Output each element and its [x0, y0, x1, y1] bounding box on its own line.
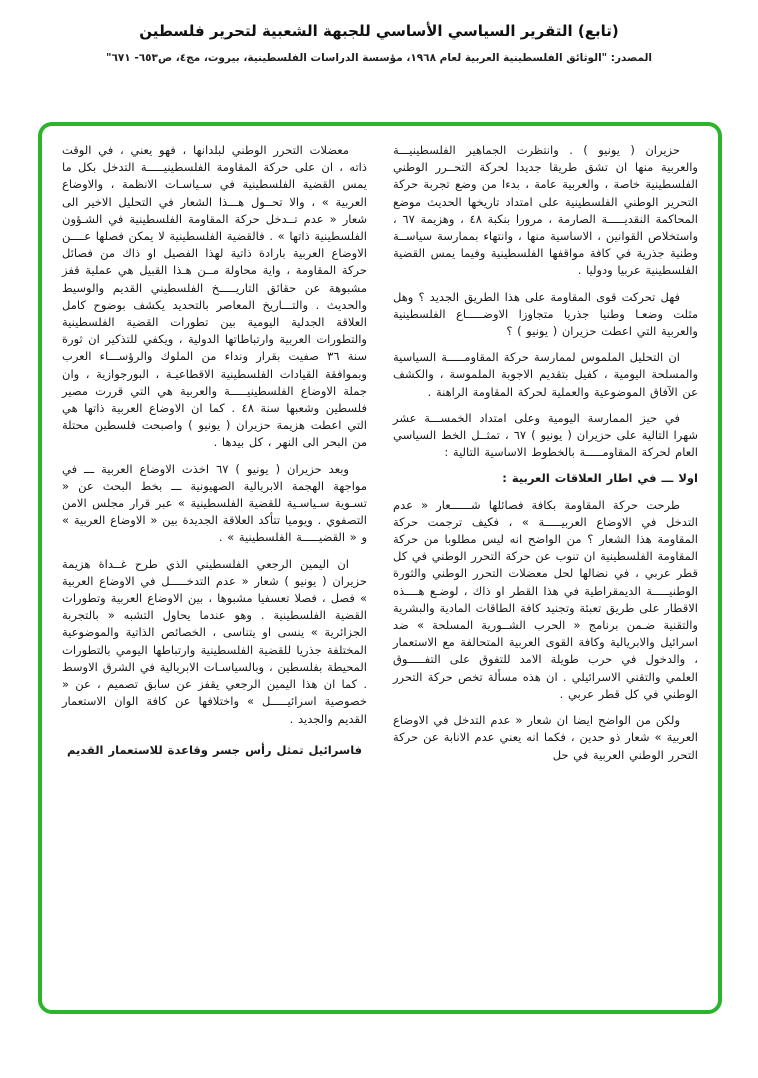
right-text-column — [393, 142, 698, 996]
paragraph: فهل تحركت قوى المقاومة على هذا الطريق الجديد ؟ وهل مثلت وضعـا وطنيا جذريا متجاوزا الاوضـــــاع الفلسطينية والعربية التي اعطت حزيران ( يونيو ) ؟ — [393, 289, 698, 339]
text-columns — [62, 142, 698, 996]
catchword-line: فاسرائيل تمثل رأس جسر وقاعدة للاستعمار القديم — [66, 742, 363, 757]
paragraph: وبعد حزيران ( يونيو ) ٦٧ اخذت الاوضاع العربية ـــ في مواجهة الهجمة الابريالية الصهيونية ـــ بخط البحث عن « تسـوية سـياسـية للقضية الفلسطينية » عبر قرار مجلس الامن التصفوي . ويوميا تتأكد العلاقة الجديدة بين « الاوضاع العربية » و « القضيـــــة الفلسطينية » . — [62, 461, 367, 545]
paragraph: حزيران ( يونيو ) . وانتظرت الجماهير الفلسطينيـــة والعربية منها ان تشق طريقا جديدا لحركة التحــرر الوطني الفلسطينية خاصة ، والعربية عامة ، بدءا من وضع تجربة حركة التحرير الوطني الفلسطينية على امتداد تاريخها الحديث موضع المحاكمة النقديـــــة الصارمة ، مرورا بنكبة ٤٨ ، وهزيمة ٦٧ ، واستخلاص القوانين ، الاساسية منها ، وانتهاء بممارسة سياســة وطنية جذرية في كافة مواقفها الفلسطينية وفيما يمس القضية الفلسطينية عربيا ودوليا . — [393, 143, 699, 278]
paragraph: ان التحليل الملموس لممارسة حركة المقاومـــــة السياسية والمسلحة اليومية ، كفيل بتقديم الاجوبة الملموسة ، والكشف عن الآفاق الموضوعية والعملية لحركة المقاومة الراهنة . — [393, 350, 698, 399]
document-header — [0, 0, 758, 64]
left-text-column — [62, 142, 367, 996]
paragraph: في حيز الممارسة اليومية وعلى امتداد الخمســـة عشر شهرا التالية على حزيران ( يونيو ) ٦٧ ، تمثــل الخط السياسي العام لحركة المقاومـــــة بالخطوط الاساسية التالية : — [393, 410, 699, 460]
document-source-line: المصدر: "الوثائق الفلسطينية العربية لعام ١٩٦٨، مؤسسة الدراسات الفلسطينية، بيروت، مج٤، ص٦٥٣- ٦٧١" — [105, 52, 653, 64]
paragraph: ان اليمين الرجعي الفلسطيني الذي طرح غــداة هزيمة حزيران ( يونيو ) شعار « عدم التدخـــــل في الاوضاع العربية » فصل ، فصلا تعسفيا مشبوها ، بين الاوضاع العربية وتطورات القضية الفلسطينية . وهو عندما يحاول التشبه « بالتجربة الجزائرية » ينسى او يتناسى ، الخصائص الذاتية والموضوعية المختلفة جذريا للقضية الفلسطينية وارتباطها اليومي بالتطورات المحيطة بفلسطين ، وبالسياسـات الابريالية في الشرق الاوسط . كما ان هذا اليمين الرجعي يقفز عن سابق تصميم ، عن « خصوصية اسرائيـــــل » واختلافها عن كافة الوان الاستعمار القديم والجديد . — [62, 556, 367, 726]
green-border-frame — [38, 122, 722, 1014]
paragraph: معضلات التحرر الوطني لبلدانها ، فهو يعني ، في الوقت ذاته ، ان على حركة المقاومة الفلسطينيـــــة التدخل بكل ما يمس القضية الفلسطينية في سـياسـات الانظمة ، والاوضاع العربية » ، والا تحــول هـــذا الشعار في التحليل الاخير الى شعار « عدم تــدخل حركة المقاومة الفلسطينية في الشـؤون الفلسطينية ذاتها » . فالقضية الفلسطينية لا يمكن فصلها عــــن الاوضاع العربية بارادة ذاتية لهذا الفصيل او ذاك من فصائل حركة المقاومة ، واية محاولة مــن هـذا القبيل هي عملية قفز مشبوهة عن حقائق التاريـــــخ الفلسطيني القديم والوسيط والحديث . والتـــاريخ المعاصر بالتحديد يكشف بوضوح كامل العلاقة الجدلية اليومية بين تطورات القضية الفلسطينية والتطورات العربية وارتباطاتها الدولية ، ويكفي للتذكير ان ثورة سنة ٣٦ صفيت بقرار ونداء من الملوك والرؤســـاء العرب وبموافقة القيادات الفلسطينية الاقطاعيـة ، البورجوازية ، وان جملة الاوضاع الفلسطينيـــــة والعربية هي التي قررت مصير فلسطين وشعبها سنة ٤٨ . كما ان الاوضاع العربية ذاتها هي التي اعطت هزيمة حزيران ( يونيو ) واصبحت فلسطين محتلة من البحر الى النهر ، كل بيدها . — [62, 143, 367, 450]
paragraph: طرحت حركة المقاومة بكافة فصائلها شــــــعار « عدم التدخل في الاوضاع العربيـــــة » ، فكيف ترجمت حركة المقاومة هذا الشعار ؟ من الواضح انه ليس مطلوبا من حركة المقاومة الفلسطينية ان تنوب عن حركة التحرر الوطني في كل قطر عربي ، في نضالها لحل معضلات التحرر الوطني والثورة الوطنيـــــة الديمقراطية في هذا القطر او ذاك ، لوضـع هــــذه الاقطار على طريق تعبئة وتجنيد كافة الطاقات المادية والبشرية والتقنية ضـمن برنامج « الحرب الشــورية المسلحة » ضد اسرائيل والابريالية وكافة القوى العربية المتحالفة مع الاستعمار ، والدخول في حرب طويلة الامد للتفوق على التفـــــوق العلمي والتقني الاسرائيلي . ان هذه مسألة تخص حركة التحرر الوطني في كل قطر عربي . — [393, 497, 698, 701]
document-title: (تابع) التقرير السياسي الأساسي للجبهة الشعبية لتحرير فلسطين — [139, 22, 619, 40]
paragraph: ولكن من الواضح ايضا ان شعار « عدم التدخل في الاوضاع العربية » شعار ذو حدين ، فكما انه يعني عدم الانابة عن حركة التحرر الوطني العربية في حل — [393, 713, 698, 762]
section-heading: اولا ـــ في اطار العلاقات العربية : — [502, 471, 698, 486]
